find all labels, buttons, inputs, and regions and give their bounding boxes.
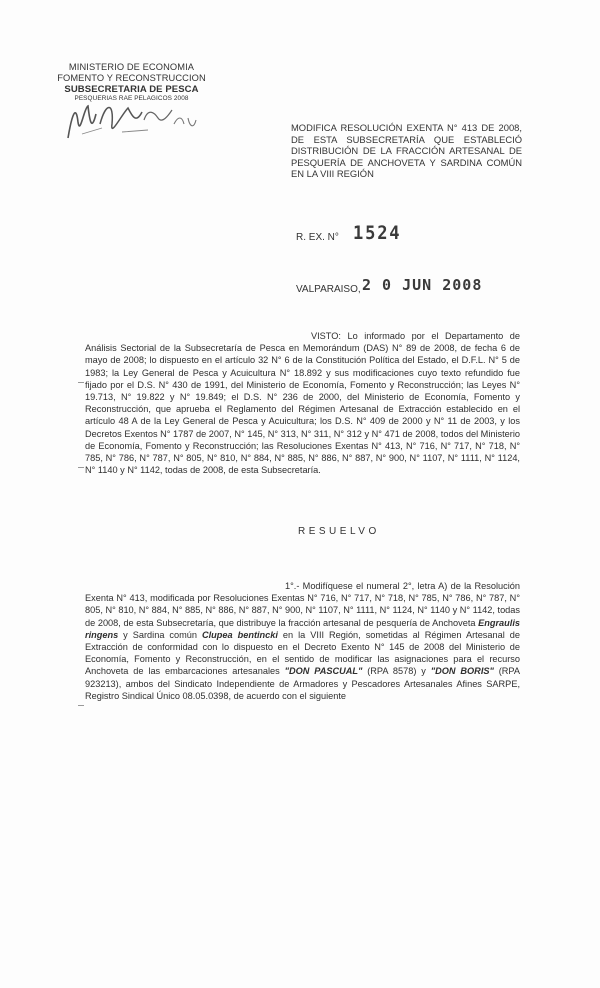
article-text-1: 1°.- Modifíquese el numeral 2°, letra A) de la Resolución Exenta N° 413, modificada por Resoluciones Exentas N° 716, N° 717, N° 718, N° 785, N° 786, N° 787, N° 805, N° 810, N° 884, N° 885, N° 886, N° 887, N° 900, N° 1107, N° 1111, N° 1124, N° 1140 y N° 1142, todas de 2008, de esta Subsecretaría, que distribuye la fracción artesanal de pesquería de Anchoveta — [85, 581, 520, 628]
handwritten-signature — [62, 94, 212, 144]
article-text-4: (RPA 8578) y — [362, 666, 431, 677]
letterhead-department: FOMENTO Y RECONSTRUCCION — [57, 73, 206, 83]
resolution-number-label: R. EX. N° — [296, 232, 339, 243]
visto-paragraph: VISTO: Lo informado por el Departamento de Análisis Sectorial de la Subsecretaría de Pesca en Memorándum (DAS) N° 89 de 2008, de fecha 6 de mayo de 2008; lo dispuesto en el artículo 32 N° 6 de la Constitución Política del Estado, el D.F.L. N° 5 de 1983; la Ley General de Pesca y Acuicultura N° 18.892 y sus modificaciones cuyo texto refundido fue fijado por el D.S. N° 430 de 1991, del Ministerio de Economía, Fomento y Reconstrucción; las Leyes N° 19.713, N° 19.822 y N° 19.849; el D.S. N° 236 de 2000, del Ministerio de Economía, Fomento y Reconstrucción, que aprueba el Reglamento del Régimen Artesanal de Extracción establecido en el artículo 48 A de la Ley General de Pesca y Acuicultura; los D.S. N° 409 de 2000 y N° 11 de 2003, y los Decretos Exentos N° 1787 de 2007, N° 145, N° 313, N° 311, N° 312 y N° 471 de 2008, todos del Ministerio de Economía, Fomento y Reconstrucción; las Resoluciones Exentas N° 413, N° 716, N° 717, N° 718, N° 785, N° 786, N° 787, N° 805, N° 810, N° 884, N° 885, N° 886, N° 887, N° 900, N° 1107, N° 1111, N° 1124, N° 1140 y N° 1142, todas de 2008, de esta Subsecretaría. — [85, 331, 520, 476]
vessel-don-boris: "DON BORIS" — [430, 666, 494, 677]
date-stamp: 2 0 JUN 2008 — [362, 276, 483, 294]
letterhead-ministry: MINISTERIO DE ECONOMIA — [68, 62, 195, 72]
margin-mark — [78, 705, 84, 706]
margin-mark — [78, 467, 84, 468]
resolution-number-stamp: 1524 — [353, 222, 402, 244]
letterhead-division: PESQUERIAS RAE PELAGICOS 2008 — [74, 95, 189, 102]
vessel-don-pascual: "DON PASCUAL" — [284, 666, 363, 677]
place-label: VALPARAISO, — [296, 284, 361, 295]
article-text-3: en la VIII Región, sometidas al Régimen Artesanal de Extracción de conformidad con lo dispuesto en el Decreto Exento N° 145 de 2008 del Ministerio de Economía, Fomento y Reconstrucción, en el sentido de modificar las asignaciones para el recurso Anchoveta de las embarcaciones artesanales — [85, 629, 520, 677]
article-text-2: y Sardina común — [118, 629, 202, 640]
article-text-5: (RPA 923213), ambos del Sindicato Independiente de Armadores y Pescadores Artesanales Afines SARPE, Registro Sindical Único 08.05.0398, de acuerdo con el siguiente — [85, 666, 521, 701]
species-sardina: Clupea bentincki — [201, 629, 278, 640]
margin-mark — [78, 382, 84, 383]
letterhead-subsecretaria: SUBSECRETARIA DE PESCA — [64, 84, 199, 95]
resolution-subject: MODIFICA RESOLUCIÓN EXENTA N° 413 DE 2008, DE ESTA SUBSECRETARÍA QUE ESTABLECIÓ DISTRIBUCIÓN DE LA FRACCIÓN ARTESANAL DE PESQUERÍA DE ANCHOVETA Y SARDINA COMÚN EN LA VIII REGIÓN — [291, 122, 522, 180]
article-1-paragraph — [85, 580, 520, 702]
resuelvo-heading: RESUELVO — [298, 526, 380, 537]
species-anchoveta: Engraulis ringens — [85, 617, 520, 640]
